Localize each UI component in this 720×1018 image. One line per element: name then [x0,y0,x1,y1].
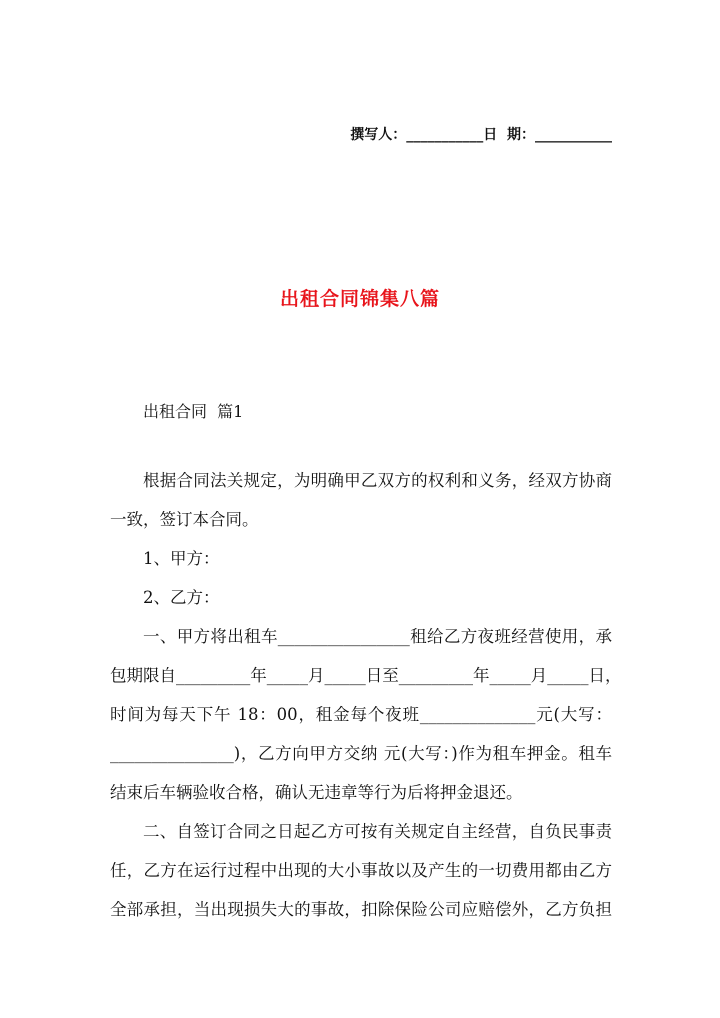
body-line: 包期限自_________年_____月_____日至_________年_____月_____日， [110,666,622,685]
body-line: _______________)，乙方向甲方交纳 元(大写：)作为租车押金。租车 [110,744,612,763]
body-line: 结束后车辆验收合格，确认无违章等行为后将押金退还。 [110,783,523,802]
body-line: 一致，签订本合同。 [110,510,259,529]
body-line: 2、乙方： [143,588,220,607]
body-line: 二、自签订合同之日起乙方可按有关规定自主经营，自负民事责 [143,822,612,841]
date-label: 日 期： [483,127,535,143]
body-line: 一、甲方将出租车________________租给乙方夜班经营使用，承 [143,627,612,646]
author-date-line [350,124,612,144]
body-line: 根据合同法关规定，为明确甲乙双方的权利和义务，经双方协商 [143,471,612,490]
date-blank: ___________ [535,127,612,143]
author-label: 撰写人： [350,127,407,143]
body-line: 任，乙方在运行过程中出现的大小事故以及产生的一切费用都由乙方 [110,861,612,880]
author-blank: ___________ [406,127,484,143]
section-heading: 出租合同 篇1 [143,402,244,421]
body-line: 1、甲方： [143,549,220,568]
document-title: 出租合同锦集八篇 [279,288,440,310]
body-line: 时间为每天下午 18：00，租金每个夜班______________元(大写： [110,705,612,724]
body-line: 全部承担，当出现损失大的事故，扣除保险公司应赔偿外，乙方负担 [110,900,612,919]
